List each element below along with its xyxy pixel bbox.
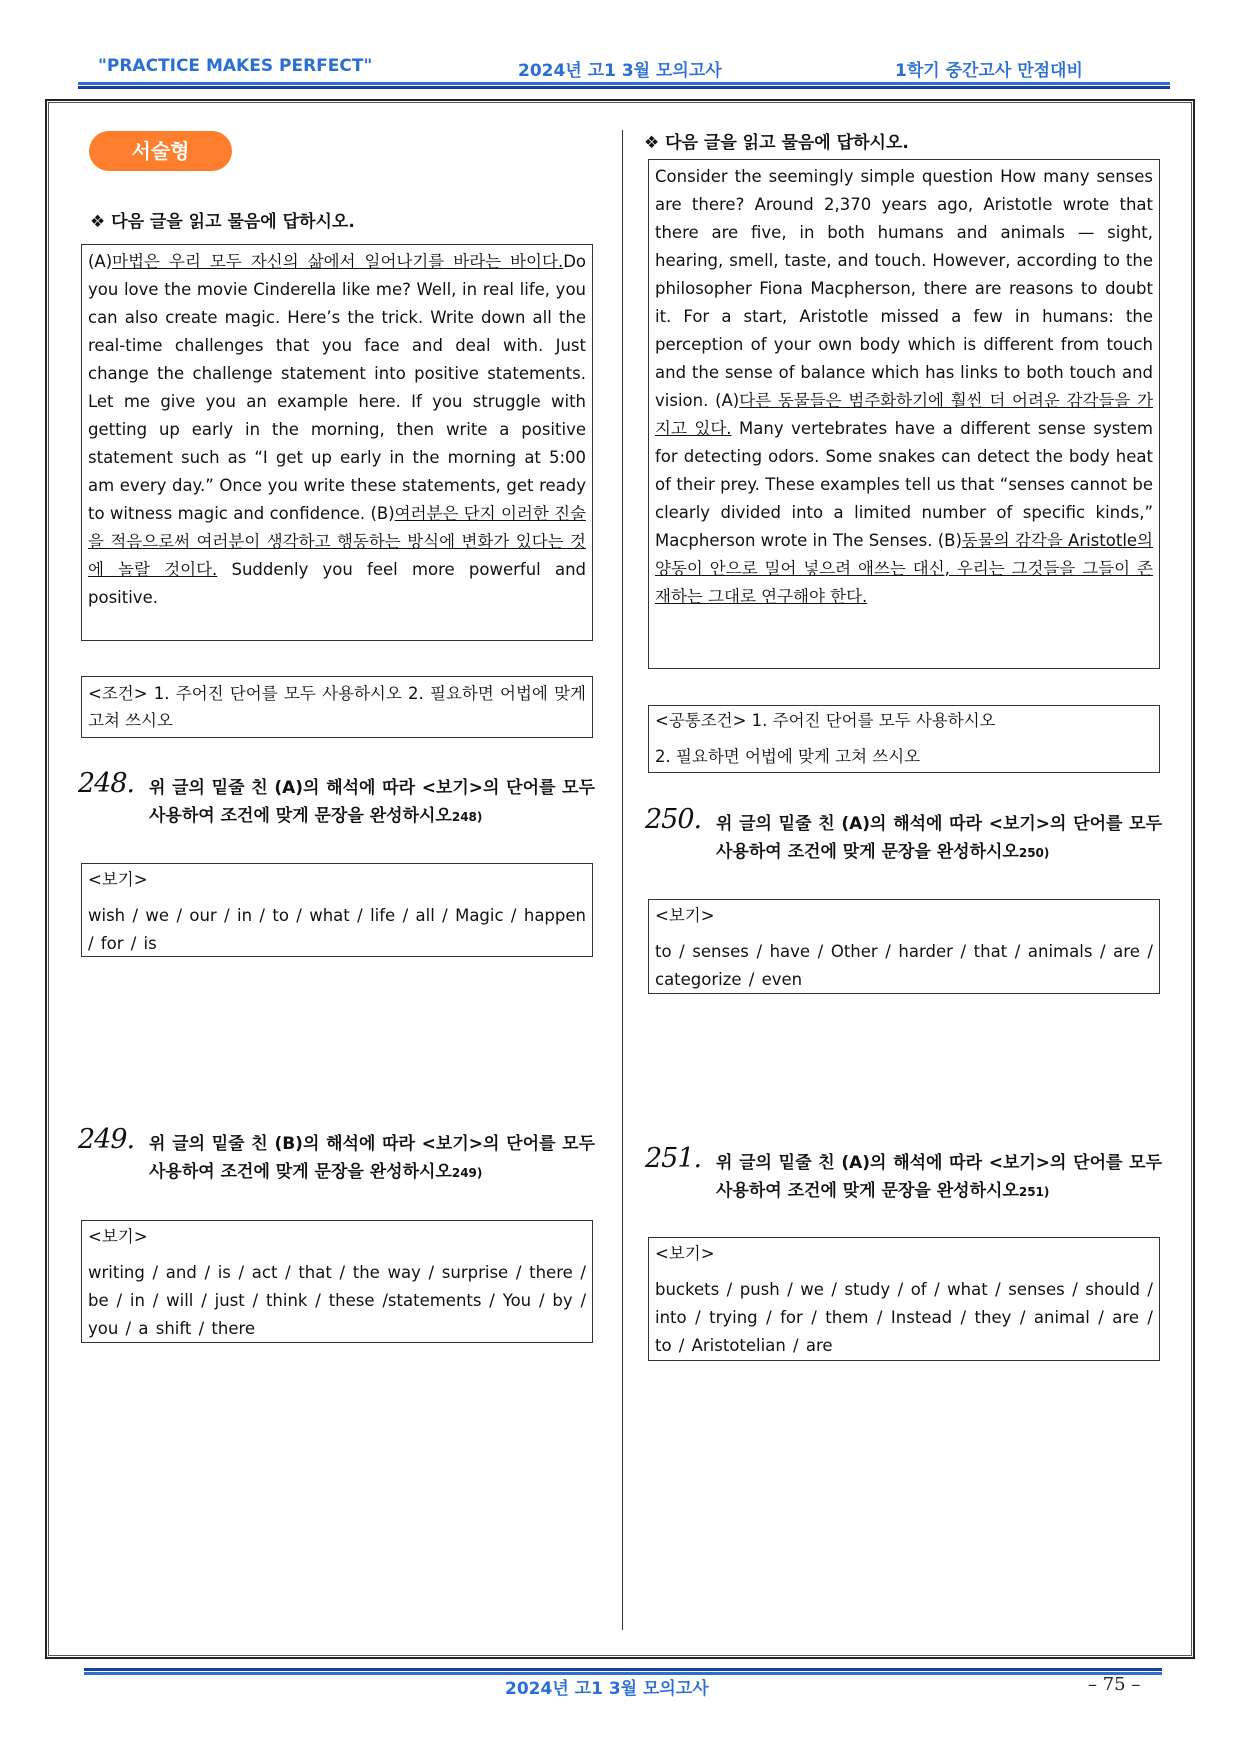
left-conditions-box: <조건> 1. 주어진 단어를 모두 사용하시오 2. 필요하면 어법에 맞게 고쳐 쓰시오	[81, 676, 593, 738]
left-instruction: ❖ 다음 글을 읽고 물음에 답하시오.	[90, 212, 355, 232]
question-number: 249.	[78, 1124, 135, 1155]
bogi-label: <보기>	[88, 1227, 148, 1246]
footnote-ref: 248)	[451, 810, 483, 824]
footer-title: 2024년 고1 3월 모의고사	[505, 1679, 709, 1699]
bogi-label: <보기>	[655, 1244, 715, 1263]
passage-a-label: (A)	[88, 252, 113, 271]
bogi-box-250	[648, 899, 1160, 994]
header-rule-top	[78, 82, 1170, 85]
footer-rule-top	[84, 1668, 1162, 1671]
question-251	[645, 1143, 1165, 1229]
passage-a-label: (A)	[715, 391, 740, 410]
right-instruction: ❖ 다음 글을 읽고 물음에 답하시오.	[644, 133, 909, 153]
bogi-box-249	[81, 1220, 593, 1343]
bogi-label: <보기>	[88, 870, 148, 889]
passage-a-underlined: 다른 동물들은 범주화하기에 훨씬 더 어려운 감각들을 가지고 있다.	[655, 391, 1154, 438]
question-number: 248.	[78, 768, 135, 799]
bogi-words: wish / we / our / in / to / what / life / all / Magic / happen / for / is	[88, 906, 586, 953]
right-conditions-box	[648, 705, 1160, 773]
passage-a-underlined: 마법은 우리 모두 자신의 삶에서 일어나기를 바라는 바이다.	[112, 252, 564, 271]
bogi-box-251	[648, 1237, 1160, 1361]
bogi-words: to / senses / have / Other / harder / that / animals / are / categorize / even	[655, 942, 1153, 989]
left-passage-box	[81, 244, 593, 641]
header-left-title: "PRACTICE MAKES PERFECT"	[98, 56, 373, 76]
question-text: 위 글의 밑줄 친 (A)의 해석에 따라 <보기>의 단어를 모두 사용하여 조건에 맞게 문장을 완성하시오251)	[716, 1153, 1162, 1201]
passage-b-underlined: 여러분은 단지 이러한 진술을 적음으로써 여러분이 생각하고 행동하는 방식에 변화가 있다는 것에 놀랄 것이다.	[88, 504, 586, 579]
footnote-ref: 250)	[1018, 846, 1050, 860]
passage-b-underlined: 동물의 감각을 Aristotle의 양동이 안으로 밀어 넣으려 애쓰는 대신, 우리는 그것들을 그들이 존재하는 그대로 연구해야 한다.	[655, 531, 1153, 606]
question-number: 250.	[645, 804, 702, 835]
question-text: 위 글의 밑줄 친 (A)의 해석에 따라 <보기>의 단어를 모두 사용하여 조건에 맞게 문장을 완성하시오250)	[716, 814, 1162, 862]
header-rule-bottom	[78, 86, 1170, 89]
section-badge: 서술형	[89, 131, 232, 171]
bogi-box-248	[81, 863, 593, 957]
passage-b-label: (B)	[937, 531, 962, 550]
conditions-line-1: <공통조건> 1. 주어진 단어를 모두 사용하시오	[655, 711, 996, 730]
right-passage-box	[648, 159, 1160, 669]
passage-b-label: (B)	[370, 504, 395, 523]
page-number: – 75 –	[1088, 1674, 1141, 1695]
conditions-line-2: 2. 필요하면 어법에 맞게 고쳐 쓰시오	[655, 747, 921, 766]
bogi-label: <보기>	[655, 906, 715, 925]
passage-text-2: Many vertebrates have a different sense system for detecting odors. Some snakes can detect the body heat of their prey. These examples tell us that “senses cannot be clearly divided into a limited number of specific kinds,” Macpherson wrote in The Senses.	[655, 419, 1153, 550]
question-number: 251.	[645, 1143, 702, 1174]
header-right-title: 1학기 중간고사 만점대비	[895, 61, 1083, 81]
column-divider	[622, 130, 623, 1630]
passage-text-1: Consider the seemingly simple question How many senses are there? Around 2,370 years ago, Aristotle wrote that there are five, in both humans and animals — sight, hearing, smell, taste, and touch. However, according to the philosopher Fiona Macpherson, there are reasons to doubt it. For a start, Aristotle missed a few in humans: the perception of your own body which is different from touch and the sense of balance which has links to both touch and vision.	[655, 167, 1153, 410]
question-text: 위 글의 밑줄 친 (B)의 해석에 따라 <보기>의 단어를 모두 사용하여 조건에 맞게 문장을 완성하시오249)	[149, 1134, 595, 1182]
question-249	[78, 1124, 598, 1210]
header-center-title: 2024년 고1 3월 모의고사	[518, 61, 722, 81]
footnote-ref: 251)	[1018, 1185, 1050, 1199]
passage-text-1: Do you love the movie Cinderella like me? Well, in real life, you can also create magic. Here’s the trick. Write down all the real-time challenges that you face and deal with. Just change the challenge statement into positive statements. Let me give you an example here. If you struggle with getting up early in the morning, then write a positive statement such as “I get up early in the morning at 5:00 am every day.” Once you write these statements, get ready to witness magic and confidence.	[88, 252, 586, 523]
question-text: 위 글의 밑줄 친 (A)의 해석에 따라 <보기>의 단어를 모두 사용하여 조건에 맞게 문장을 완성하시오248)	[149, 778, 595, 826]
footnote-ref: 249)	[451, 1166, 483, 1180]
passage-text-2: Suddenly you feel more powerful and positive.	[88, 560, 587, 607]
question-248	[78, 768, 598, 854]
bogi-words: buckets / push / we / study / of / what / senses / should / into / trying / for / them / Instead / they / animal / are / to / Aristotelian / are	[655, 1280, 1153, 1355]
bogi-words: writing / and / is / act / that / the way / surprise / there / be / in / will / just / think / these /statements / You / by / you / a shift / there	[88, 1263, 586, 1338]
question-250	[645, 804, 1165, 890]
